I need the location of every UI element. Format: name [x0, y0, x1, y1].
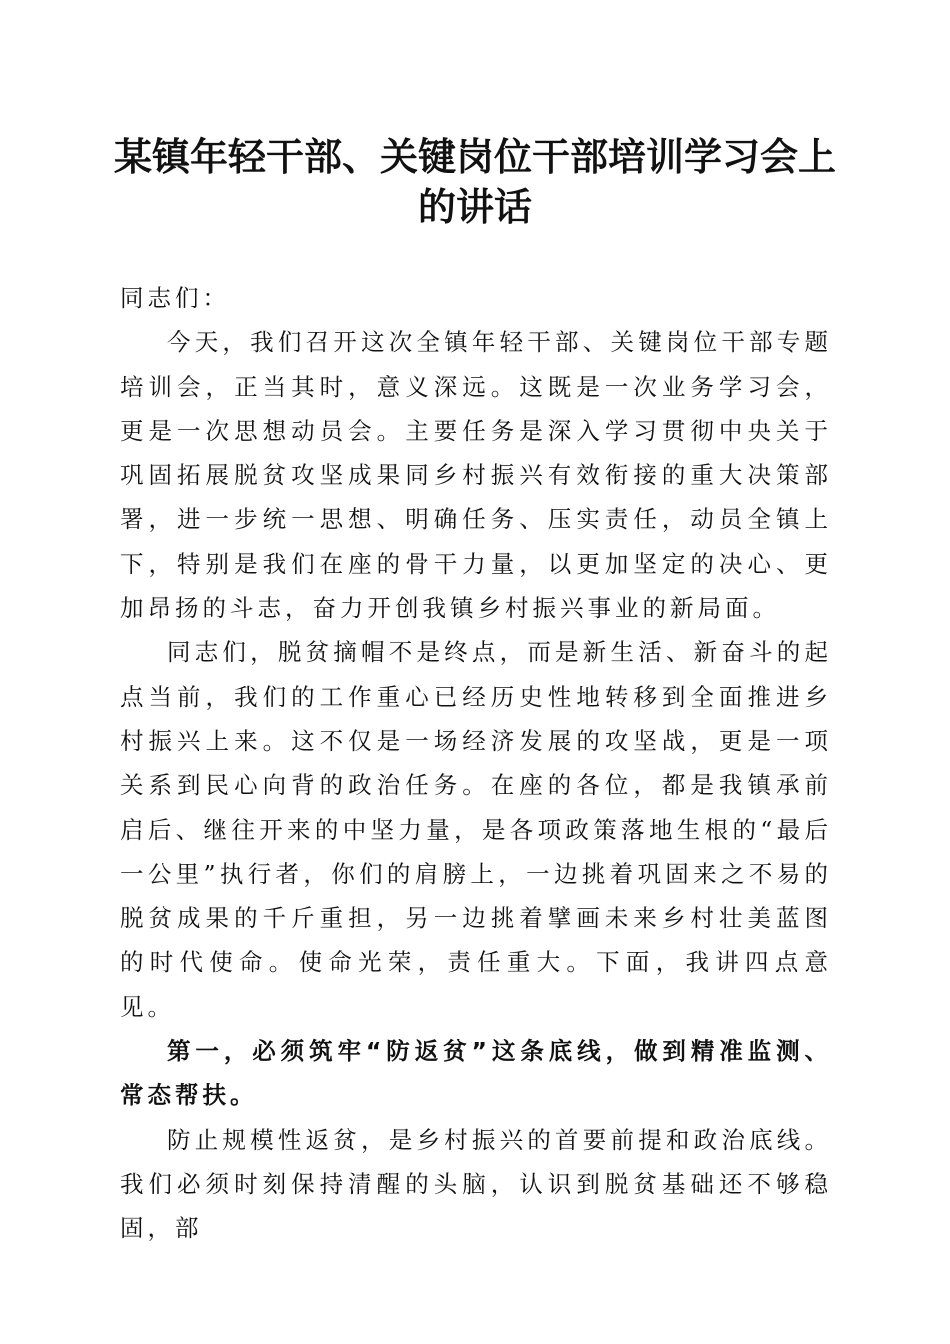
paragraph-1: 今天，我们召开这次全镇年轻干部、关键岗位干部专题培训会，正当其时，意义深远。这既是一次业务学习会，更是一次思想动员会。主要任务是深入学习贯彻中央关于巩固拓展脱贫攻坚成果同乡村振兴有效衔接的重大决策部署，进一步统一思想、明确任务、压实责任，动员全镇上下，特别是我们在座的骨干力量，以更加坚定的决心、更加昂扬的斗志，奋力开创我镇乡村振兴事业的新局面。 [120, 328, 832, 623]
document-title: 某镇年轻干部、关键岗位干部培训学习会上的讲话 [113, 134, 836, 229]
document-body [120, 276, 832, 1251]
salutation: 同志们： [120, 284, 230, 312]
section-heading-1: 第一，必须筑牢“防返贫”这条底线，做到精准监测、常态帮扶。 [120, 1037, 832, 1110]
paragraph-2: 同志们，脱贫摘帽不是终点，而是新生活、新奋斗的起点当前，我们的工作重心已经历史性地转移到全面推进乡村振兴上来。这不仅是一场经济发展的攻坚战，更是一项关系到民心向背的政治任务。在座的各位，都是我镇承前启后、继往开来的中坚力量，是各项政策落地生根的“最后一公里”执行者，你们的肩膀上，一边挑着巩固来之不易的脱贫成果的千斤重担，另一边挑着擘画未来乡村壮美蓝图的时代使命。使命光荣，责任重大。下面，我讲四点意见。 [120, 638, 832, 1021]
section-paragraph-1: 防止规模性返贫，是乡村振兴的首要前提和政治底线。我们必须时刻保持清醒的头脑，认识到脱贫基础还不够稳固，部 [120, 1125, 832, 1243]
